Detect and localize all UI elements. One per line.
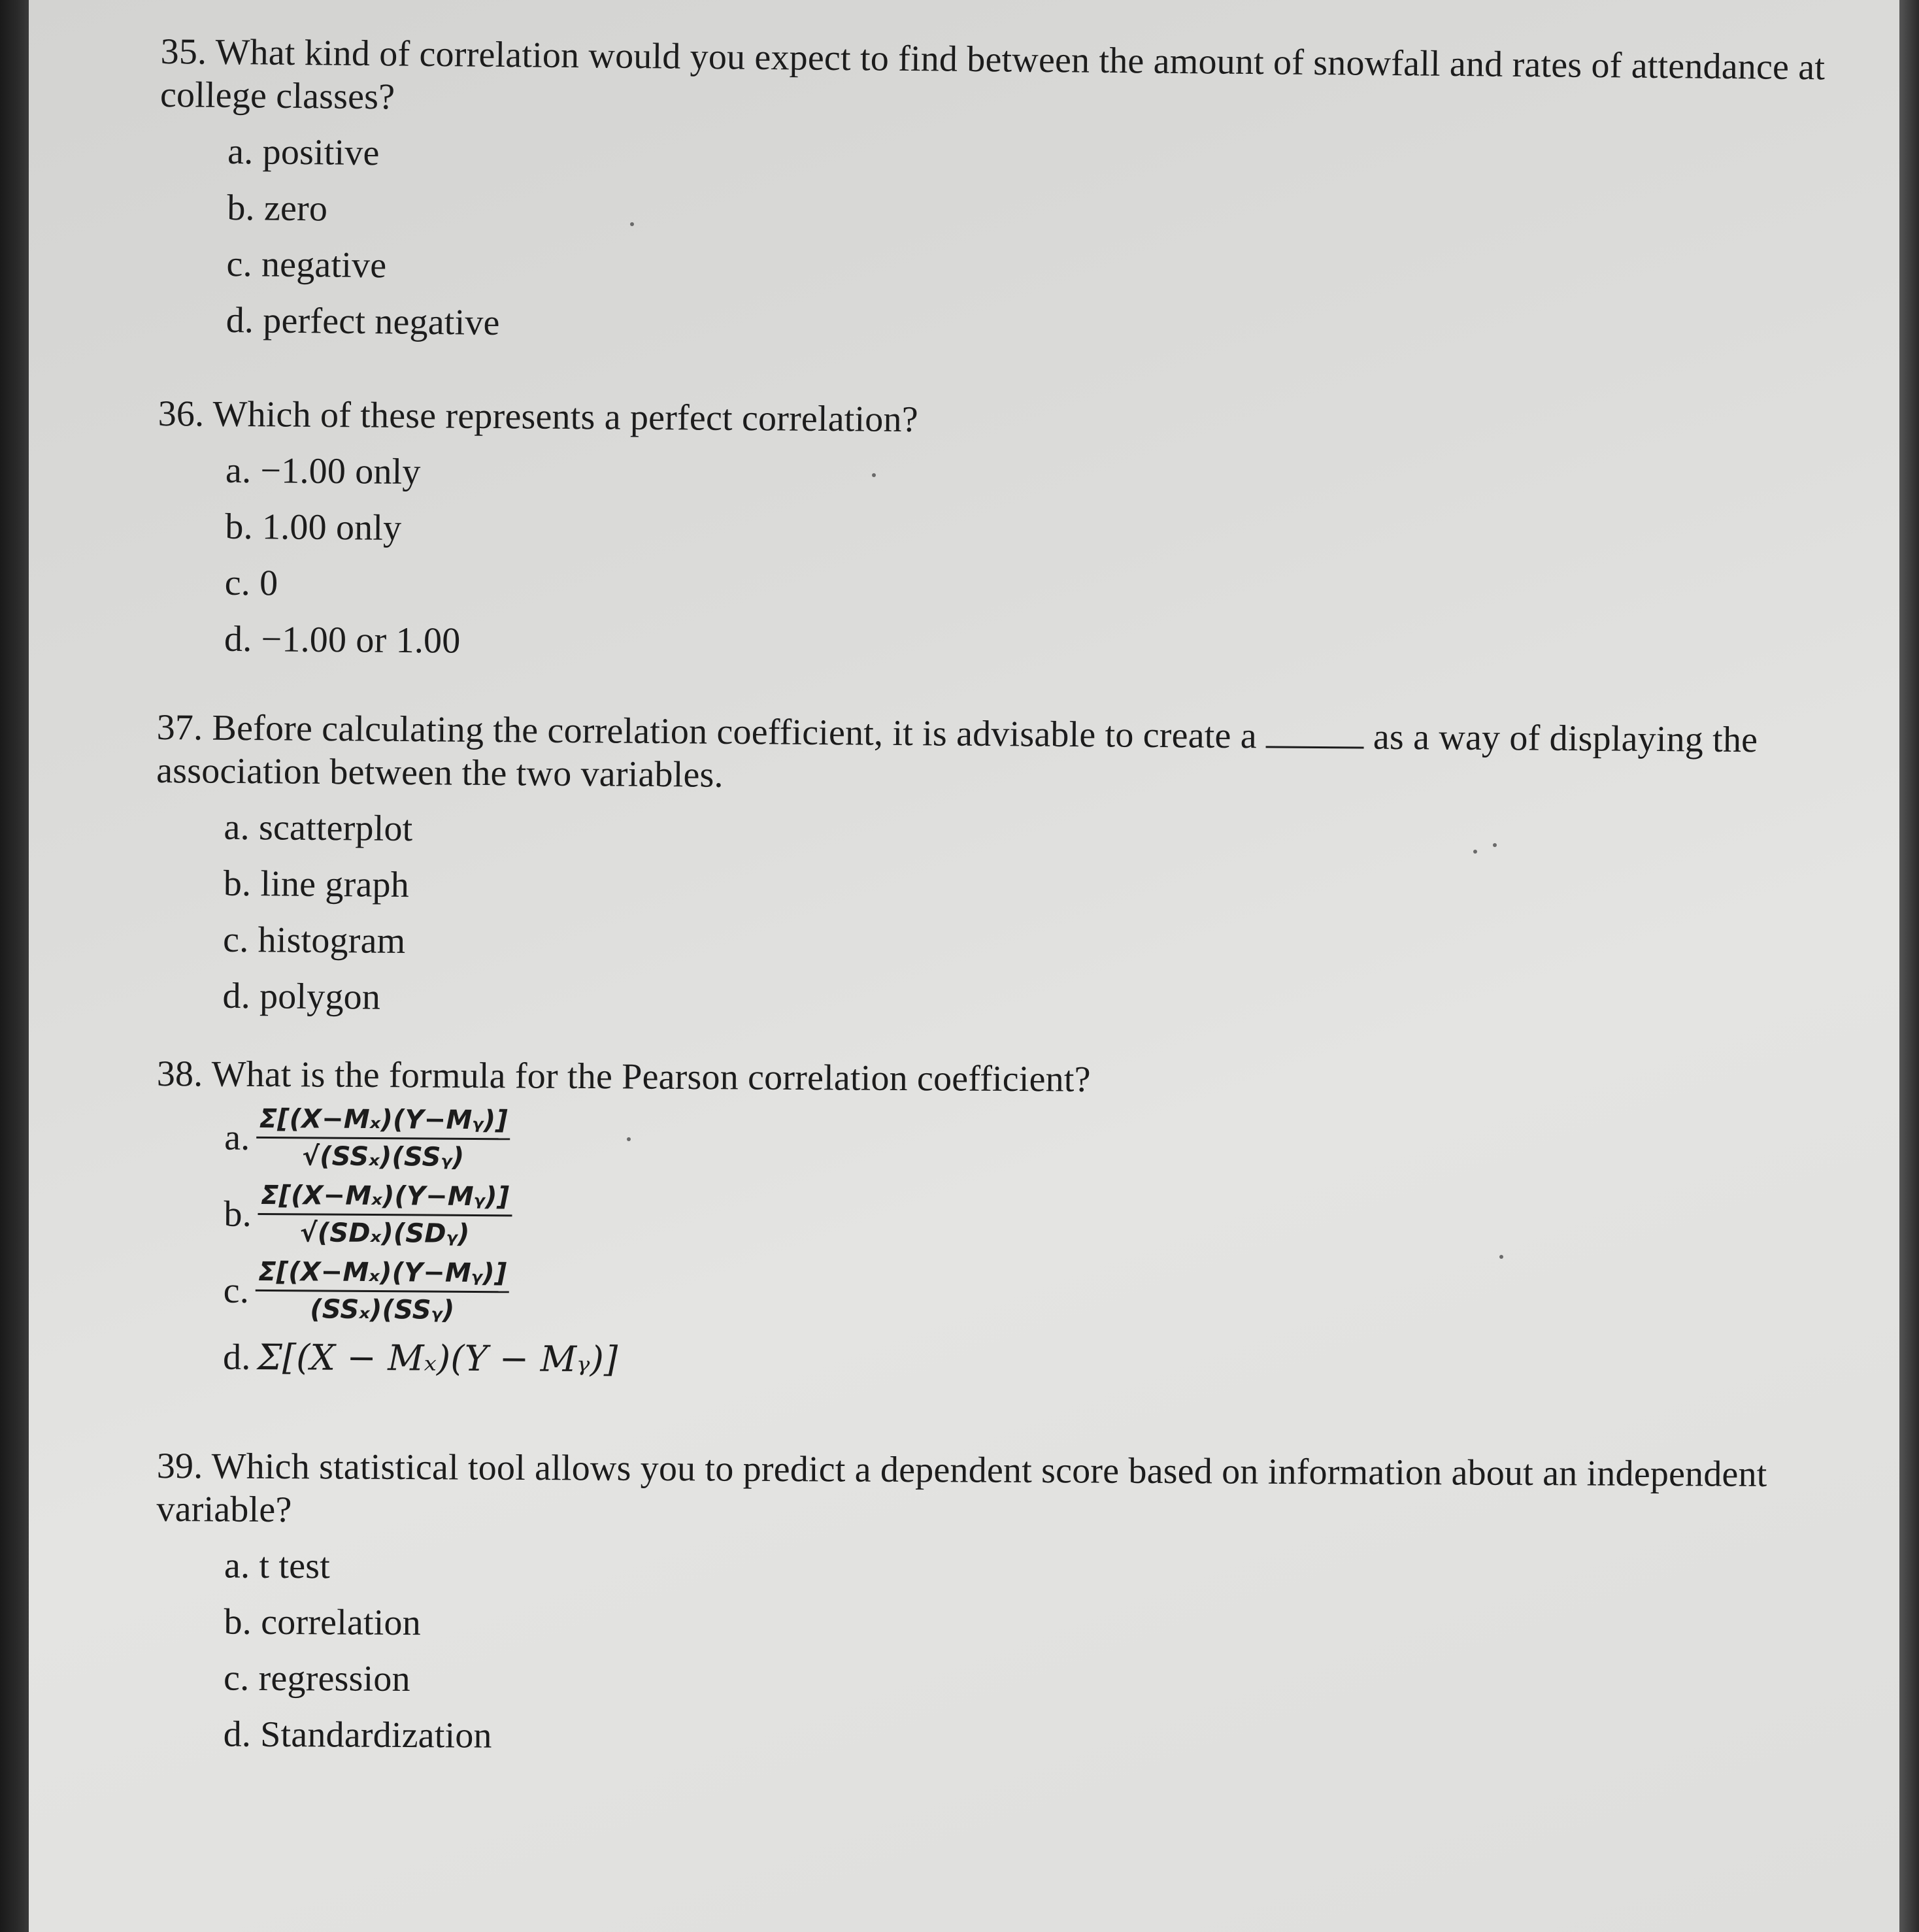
formula-fraction bbox=[256, 1256, 510, 1327]
option-c: c. negative bbox=[226, 243, 387, 286]
option-d: d. perfect negative bbox=[225, 299, 500, 343]
option-a: a. −1.00 only bbox=[225, 450, 421, 493]
option-c: c. 0 bbox=[224, 562, 278, 604]
question-text bbox=[156, 1444, 1889, 1540]
option-d: d. polygon bbox=[222, 975, 381, 1018]
option-c: c. regression bbox=[223, 1657, 410, 1700]
formula-inline: Σ[(X − Mₓ)(Y − Mᵧ)] bbox=[257, 1336, 618, 1380]
formula-denominator: (SSₓ)(SSᵧ) bbox=[310, 1294, 455, 1325]
option-d: d. −1.00 or 1.00 bbox=[224, 618, 461, 661]
option-a: a. scatterplot bbox=[224, 807, 413, 850]
formula-denominator: √(SDₓ)(SDᵧ) bbox=[299, 1218, 470, 1249]
option-label: a. bbox=[224, 1117, 250, 1158]
option-b bbox=[224, 1179, 1888, 1259]
question-36 bbox=[156, 392, 1890, 674]
formula-numerator: Σ[(X−Mₓ)(Y−Mᵧ)] bbox=[256, 1256, 509, 1293]
question-stem-part2: as a way of displaying the association between the two variables. bbox=[156, 716, 1758, 795]
option-label: c. bbox=[223, 1270, 250, 1311]
option-b: b. line graph bbox=[223, 863, 410, 906]
option-a: a. t test bbox=[224, 1545, 331, 1587]
option-c: c. histogram bbox=[222, 919, 406, 961]
option-label: b. bbox=[224, 1193, 252, 1235]
question-39 bbox=[156, 1444, 1889, 1765]
question-37 bbox=[154, 706, 1889, 1031]
question-number: 36. bbox=[158, 393, 205, 435]
question-number: 39. bbox=[156, 1446, 203, 1487]
option-a: a. positive bbox=[227, 131, 380, 174]
question-stem-part1: Before calculating the correlation coefficient, it is advisable to create a bbox=[212, 707, 1258, 757]
formula-numerator: Σ[(X−Mₓ)(Y−Mᵧ)] bbox=[258, 1179, 512, 1216]
question-35 bbox=[158, 30, 1892, 358]
option-b: b. correlation bbox=[224, 1601, 422, 1644]
right-edge-shadow bbox=[1899, 0, 1919, 1932]
option-label: d. bbox=[222, 1337, 251, 1378]
question-38 bbox=[155, 1052, 1889, 1389]
question-number: 37. bbox=[156, 707, 203, 748]
question-number: 38. bbox=[156, 1054, 203, 1095]
question-stem: What kind of correlation would you expect to find between the amount of snowfall and rates of attendance at college classes? bbox=[159, 31, 1826, 118]
formula-fraction bbox=[258, 1179, 512, 1250]
fill-in-blank bbox=[1266, 746, 1364, 748]
question-stem: Which statistical tool allows you to predict a dependent score based on information about an independent variable? bbox=[156, 1446, 1767, 1531]
question-number: 35. bbox=[160, 31, 207, 73]
formula-numerator: Σ[(X−Mₓ)(Y−Mᵧ)] bbox=[256, 1103, 510, 1140]
question-stem: What is the formula for the Pearson correlation coefficient? bbox=[211, 1054, 1091, 1100]
left-edge-shadow bbox=[0, 0, 29, 1932]
option-b: b. 1.00 only bbox=[225, 506, 402, 548]
option-c bbox=[223, 1256, 1888, 1336]
question-text bbox=[160, 30, 1893, 133]
option-b: b. zero bbox=[227, 187, 328, 229]
option-a bbox=[224, 1103, 1889, 1183]
option-d: d. Standardization bbox=[223, 1714, 492, 1756]
question-text bbox=[156, 706, 1889, 806]
question-stem: Which of these represents a perfect correlation? bbox=[212, 393, 919, 441]
formula-denominator: √(SSₓ)(SSᵧ) bbox=[302, 1141, 465, 1173]
formula-fraction bbox=[256, 1103, 510, 1174]
